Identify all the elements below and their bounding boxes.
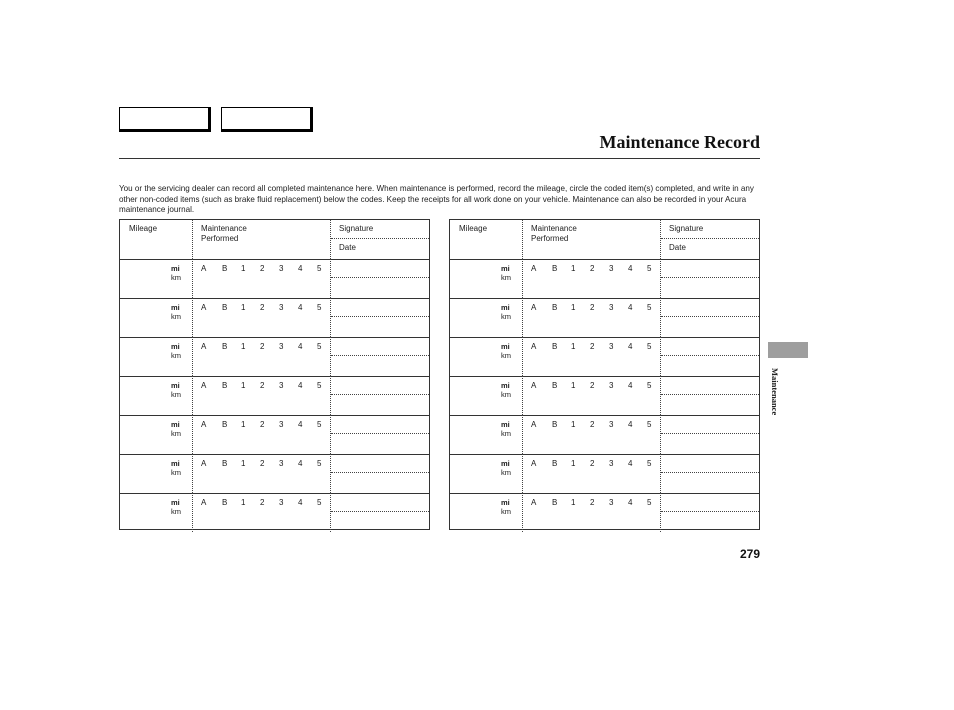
mileage-unit-km[interactable]: km bbox=[501, 351, 511, 360]
mileage-unit-km[interactable]: km bbox=[171, 429, 181, 438]
mileage-unit-km[interactable]: km bbox=[171, 273, 181, 282]
maintenance-code[interactable]: 2 bbox=[590, 342, 595, 351]
column-divider bbox=[330, 220, 331, 259]
mileage-unit-km[interactable]: km bbox=[171, 351, 181, 360]
maintenance-code[interactable]: 1 bbox=[571, 264, 576, 273]
mileage-unit-mi[interactable]: mi bbox=[171, 420, 180, 429]
mileage-unit-km[interactable]: km bbox=[171, 312, 181, 321]
column-divider bbox=[522, 337, 523, 376]
maintenance-code[interactable]: B bbox=[552, 264, 558, 273]
signature-divider bbox=[331, 394, 429, 395]
maintenance-code[interactable]: 1 bbox=[571, 420, 576, 429]
table-row bbox=[450, 454, 759, 494]
signature-divider bbox=[331, 355, 429, 356]
column-divider bbox=[330, 415, 331, 454]
column-divider bbox=[192, 298, 193, 337]
maintenance-code[interactable]: A bbox=[531, 420, 537, 429]
maintenance-code[interactable]: 5 bbox=[317, 420, 322, 429]
column-divider bbox=[192, 220, 193, 259]
header-maintenance-line2: Performed bbox=[201, 234, 239, 243]
mileage-unit-km[interactable]: km bbox=[501, 390, 511, 399]
signature-divider bbox=[661, 472, 759, 473]
maintenance-code[interactable]: A bbox=[201, 420, 207, 429]
maintenance-code[interactable]: 1 bbox=[571, 342, 576, 351]
maintenance-code[interactable]: B bbox=[552, 303, 558, 312]
maintenance-code[interactable]: 4 bbox=[628, 264, 633, 273]
header-date: Date bbox=[669, 243, 686, 252]
signature-divider bbox=[661, 316, 759, 317]
maintenance-code[interactable]: 3 bbox=[609, 381, 614, 390]
maintenance-code[interactable]: B bbox=[222, 459, 228, 468]
maintenance-code[interactable]: 5 bbox=[317, 264, 322, 273]
mileage-unit-mi[interactable]: mi bbox=[501, 264, 510, 273]
maintenance-code[interactable]: 1 bbox=[571, 381, 576, 390]
mileage-unit-km[interactable]: km bbox=[171, 507, 181, 516]
maintenance-code[interactable]: 5 bbox=[647, 303, 652, 312]
maintenance-code[interactable]: 3 bbox=[279, 381, 284, 390]
maintenance-code[interactable]: A bbox=[201, 498, 207, 507]
maintenance-code[interactable]: 5 bbox=[317, 303, 322, 312]
mileage-unit-mi[interactable]: mi bbox=[501, 342, 510, 351]
nav-box-2[interactable] bbox=[221, 107, 313, 132]
nav-box-1[interactable] bbox=[119, 107, 211, 132]
maintenance-code[interactable]: 4 bbox=[298, 303, 303, 312]
section-tab[interactable] bbox=[768, 342, 808, 358]
maintenance-code[interactable]: B bbox=[552, 498, 558, 507]
column-divider bbox=[522, 415, 523, 454]
maintenance-code[interactable]: A bbox=[531, 264, 537, 273]
signature-divider bbox=[331, 316, 429, 317]
table-row bbox=[450, 493, 759, 532]
header-mileage: Mileage bbox=[129, 224, 158, 233]
maintenance-code[interactable]: 5 bbox=[647, 420, 652, 429]
page-title: Maintenance Record bbox=[599, 132, 760, 152]
maintenance-code[interactable]: B bbox=[222, 303, 228, 312]
maintenance-code[interactable]: 2 bbox=[590, 303, 595, 312]
column-divider bbox=[330, 337, 331, 376]
maintenance-code[interactable]: 1 bbox=[241, 420, 246, 429]
maintenance-code[interactable]: A bbox=[201, 303, 207, 312]
maintenance-code[interactable]: 3 bbox=[609, 420, 614, 429]
column-divider bbox=[522, 220, 523, 259]
column-divider bbox=[330, 454, 331, 493]
maintenance-code[interactable]: A bbox=[531, 303, 537, 312]
maintenance-code[interactable]: 5 bbox=[647, 342, 652, 351]
maintenance-code[interactable]: 4 bbox=[298, 342, 303, 351]
header-maintenance-line1: Maintenance bbox=[201, 224, 247, 233]
maintenance-code[interactable]: 4 bbox=[628, 381, 633, 390]
column-divider bbox=[522, 376, 523, 415]
maintenance-code[interactable]: B bbox=[222, 264, 228, 273]
column-divider bbox=[660, 415, 661, 454]
maintenance-code[interactable]: B bbox=[552, 342, 558, 351]
maintenance-code[interactable]: A bbox=[201, 342, 207, 351]
table-row bbox=[120, 337, 429, 377]
maintenance-code[interactable]: 5 bbox=[647, 264, 652, 273]
column-divider bbox=[660, 220, 661, 259]
signature-divider bbox=[331, 472, 429, 473]
signature-divider bbox=[661, 355, 759, 356]
table-row bbox=[120, 298, 429, 338]
maintenance-code[interactable]: 4 bbox=[628, 342, 633, 351]
page-number: 279 bbox=[739, 547, 760, 561]
maintenance-code[interactable]: 2 bbox=[590, 459, 595, 468]
maintenance-code[interactable]: 2 bbox=[260, 381, 265, 390]
table-row bbox=[120, 376, 429, 416]
column-divider bbox=[660, 298, 661, 337]
maintenance-code[interactable]: 2 bbox=[260, 498, 265, 507]
intro-paragraph: You or the servicing dealer can record all completed maintenance here. When maintenance is performed, record the mileage, circle the coded item(s) completed, and write in any other non-coded items (such as brake fluid replacement) below the codes. Keep the receipts for all work done on your vehicle. Maintenance can also be recorded in your Acura maintenance journal. bbox=[119, 184, 754, 214]
header-maintenance-line2: Performed bbox=[531, 234, 569, 243]
mileage-unit-mi[interactable]: mi bbox=[171, 303, 180, 312]
maintenance-code[interactable]: 2 bbox=[590, 381, 595, 390]
table-header bbox=[120, 220, 429, 260]
signature-divider bbox=[331, 433, 429, 434]
section-tab-label: Maintenance bbox=[770, 368, 780, 416]
column-divider bbox=[192, 454, 193, 493]
column-divider bbox=[660, 259, 661, 298]
maintenance-code[interactable]: B bbox=[222, 420, 228, 429]
table-row bbox=[450, 376, 759, 416]
maintenance-code[interactable]: A bbox=[531, 498, 537, 507]
table-row bbox=[120, 415, 429, 455]
mileage-unit-mi[interactable]: mi bbox=[171, 381, 180, 390]
maintenance-code[interactable]: 4 bbox=[628, 303, 633, 312]
signature-divider bbox=[661, 433, 759, 434]
maintenance-code[interactable]: 1 bbox=[241, 498, 246, 507]
column-divider bbox=[330, 259, 331, 298]
maintenance-code[interactable]: A bbox=[531, 342, 537, 351]
column-divider bbox=[192, 376, 193, 415]
maintenance-code[interactable]: 1 bbox=[241, 303, 246, 312]
maintenance-code[interactable]: B bbox=[552, 459, 558, 468]
maintenance-code[interactable]: A bbox=[201, 264, 207, 273]
maintenance-code[interactable]: 5 bbox=[317, 381, 322, 390]
maintenance-code[interactable]: A bbox=[531, 381, 537, 390]
signature-divider bbox=[331, 277, 429, 278]
maintenance-code[interactable]: 2 bbox=[260, 342, 265, 351]
mileage-unit-km[interactable]: km bbox=[501, 468, 511, 477]
maintenance-code[interactable]: 3 bbox=[609, 459, 614, 468]
mileage-unit-km[interactable]: km bbox=[501, 429, 511, 438]
maintenance-code[interactable]: B bbox=[552, 420, 558, 429]
mileage-unit-mi[interactable]: mi bbox=[501, 420, 510, 429]
table-row bbox=[120, 493, 429, 532]
maintenance-code[interactable]: 5 bbox=[647, 381, 652, 390]
mileage-unit-km[interactable]: km bbox=[501, 312, 511, 321]
mileage-unit-mi[interactable]: mi bbox=[171, 342, 180, 351]
maintenance-code[interactable]: 2 bbox=[590, 264, 595, 273]
column-divider bbox=[330, 376, 331, 415]
maintenance-code[interactable]: 1 bbox=[241, 342, 246, 351]
header-signature: Signature bbox=[339, 224, 374, 233]
column-divider bbox=[330, 298, 331, 337]
maintenance-table-left bbox=[119, 219, 430, 530]
signature-divider bbox=[661, 277, 759, 278]
header-maintenance bbox=[201, 224, 247, 244]
mileage-unit-mi[interactable]: mi bbox=[501, 303, 510, 312]
column-divider bbox=[192, 337, 193, 376]
maintenance-code[interactable]: 3 bbox=[279, 498, 284, 507]
table-row bbox=[450, 337, 759, 377]
maintenance-code[interactable]: 1 bbox=[241, 459, 246, 468]
table-row bbox=[120, 259, 429, 299]
column-divider bbox=[522, 298, 523, 337]
header-maintenance bbox=[531, 224, 577, 244]
header-date: Date bbox=[339, 243, 356, 252]
table-row bbox=[450, 298, 759, 338]
signature-divider bbox=[331, 238, 429, 239]
maintenance-code[interactable]: 5 bbox=[647, 459, 652, 468]
mileage-unit-mi[interactable]: mi bbox=[501, 498, 510, 507]
maintenance-code[interactable]: B bbox=[552, 381, 558, 390]
maintenance-code[interactable]: A bbox=[531, 459, 537, 468]
header-signature: Signature bbox=[669, 224, 704, 233]
signature-divider bbox=[661, 238, 759, 239]
header-mileage: Mileage bbox=[459, 224, 488, 233]
signature-divider bbox=[661, 394, 759, 395]
maintenance-code[interactable]: 3 bbox=[279, 342, 284, 351]
maintenance-code[interactable]: 1 bbox=[571, 459, 576, 468]
table-header bbox=[450, 220, 759, 260]
column-divider bbox=[660, 493, 661, 532]
maintenance-code[interactable]: 2 bbox=[590, 420, 595, 429]
maintenance-code[interactable]: 5 bbox=[317, 342, 322, 351]
maintenance-code[interactable]: A bbox=[201, 381, 207, 390]
signature-divider bbox=[661, 511, 759, 512]
column-divider bbox=[522, 259, 523, 298]
column-divider bbox=[660, 454, 661, 493]
maintenance-table-right bbox=[449, 219, 760, 530]
column-divider bbox=[660, 337, 661, 376]
column-divider bbox=[330, 493, 331, 532]
mileage-unit-mi[interactable]: mi bbox=[171, 498, 180, 507]
signature-divider bbox=[331, 511, 429, 512]
mileage-unit-mi[interactable]: mi bbox=[501, 459, 510, 468]
table-row bbox=[120, 454, 429, 494]
mileage-unit-mi[interactable]: mi bbox=[171, 459, 180, 468]
column-divider bbox=[192, 259, 193, 298]
mileage-unit-km[interactable]: km bbox=[501, 507, 511, 516]
mileage-unit-mi[interactable]: mi bbox=[171, 264, 180, 273]
maintenance-code[interactable]: 3 bbox=[279, 420, 284, 429]
maintenance-code[interactable]: 1 bbox=[571, 498, 576, 507]
header-maintenance-line1: Maintenance bbox=[531, 224, 577, 233]
maintenance-code[interactable]: 1 bbox=[571, 303, 576, 312]
maintenance-code[interactable]: 4 bbox=[628, 498, 633, 507]
maintenance-code[interactable]: 4 bbox=[298, 420, 303, 429]
maintenance-code[interactable]: B bbox=[222, 498, 228, 507]
maintenance-code[interactable]: 3 bbox=[609, 303, 614, 312]
maintenance-code[interactable]: 4 bbox=[628, 420, 633, 429]
table-row bbox=[450, 259, 759, 299]
mileage-unit-km[interactable]: km bbox=[171, 468, 181, 477]
mileage-unit-km[interactable]: km bbox=[501, 273, 511, 282]
mileage-unit-mi[interactable]: mi bbox=[501, 381, 510, 390]
maintenance-code[interactable]: 5 bbox=[317, 459, 322, 468]
table-row bbox=[450, 415, 759, 455]
maintenance-code[interactable]: 5 bbox=[317, 498, 322, 507]
maintenance-code[interactable]: B bbox=[222, 381, 228, 390]
column-divider bbox=[192, 493, 193, 532]
maintenance-code[interactable]: 3 bbox=[609, 264, 614, 273]
maintenance-code[interactable]: 2 bbox=[260, 264, 265, 273]
maintenance-code[interactable]: 2 bbox=[590, 498, 595, 507]
title-rule bbox=[119, 158, 760, 159]
maintenance-code[interactable]: 3 bbox=[279, 459, 284, 468]
maintenance-code[interactable]: 3 bbox=[279, 303, 284, 312]
maintenance-code[interactable]: B bbox=[222, 342, 228, 351]
maintenance-code[interactable]: 1 bbox=[241, 381, 246, 390]
maintenance-code[interactable]: 4 bbox=[298, 498, 303, 507]
maintenance-code[interactable]: 3 bbox=[609, 342, 614, 351]
maintenance-code[interactable]: 2 bbox=[260, 420, 265, 429]
maintenance-code[interactable]: 3 bbox=[279, 264, 284, 273]
maintenance-code[interactable]: 3 bbox=[609, 498, 614, 507]
maintenance-code[interactable]: 2 bbox=[260, 303, 265, 312]
maintenance-code[interactable]: 4 bbox=[298, 459, 303, 468]
maintenance-code[interactable]: A bbox=[201, 459, 207, 468]
mileage-unit-km[interactable]: km bbox=[171, 390, 181, 399]
column-divider bbox=[192, 415, 193, 454]
column-divider bbox=[522, 493, 523, 532]
column-divider bbox=[660, 376, 661, 415]
maintenance-code[interactable]: 1 bbox=[241, 264, 246, 273]
maintenance-code[interactable]: 5 bbox=[647, 498, 652, 507]
maintenance-code[interactable]: 2 bbox=[260, 459, 265, 468]
maintenance-code[interactable]: 4 bbox=[298, 264, 303, 273]
column-divider bbox=[522, 454, 523, 493]
maintenance-code[interactable]: 4 bbox=[628, 459, 633, 468]
maintenance-code[interactable]: 4 bbox=[298, 381, 303, 390]
